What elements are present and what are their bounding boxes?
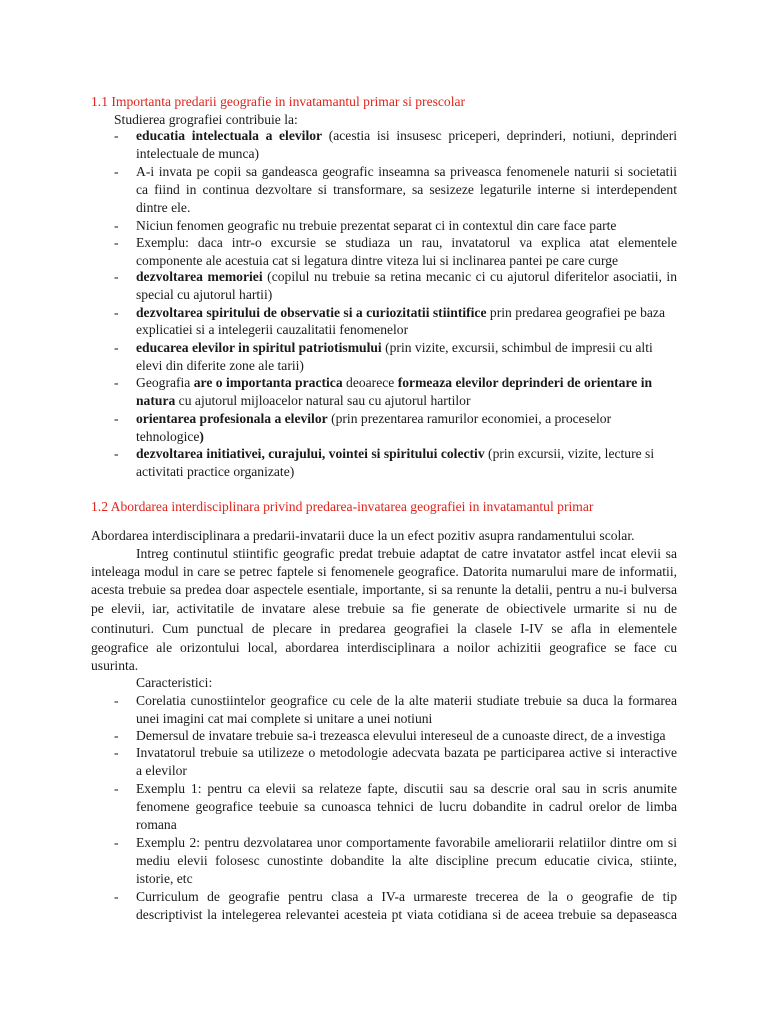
paragraph-line: inteleaga modul in care se petrec faptele si fenomenele geografice. Datorita numarului mare de informatii, — [91, 564, 677, 579]
bullet-marker: - — [114, 375, 119, 390]
item-text: (acestia isi insusesc priceperi, deprinderi, notiuni, deprinderi — [322, 128, 677, 143]
section-1-intro: Studierea grografiei contribuie la: — [114, 112, 298, 127]
list-item: Invatatorul trebuie sa utilizeze o metodologie adecvata bazata pe participarea active si interactive — [136, 745, 677, 760]
item-continuation: activitati practice organizate) — [136, 464, 295, 479]
bullet-marker: - — [114, 835, 119, 850]
item-text: (copilul nu trebuie sa retina mecanic ci cu ajutorul diferitelor asociatii, in — [262, 269, 677, 284]
list-item — [136, 374, 652, 392]
item-continuation: explicatiei si a intelegerii cauzalitatii fenomenelor — [136, 322, 409, 337]
item-continuation: fenomene geografice teebuie sa cunoasca tehnici de lucru dobandite in cadrul orelor de limba — [136, 799, 677, 814]
bullet-marker: - — [114, 693, 119, 708]
item-text: (prin vizite, excursii, schimbul de impresii cu alti — [381, 340, 653, 355]
paragraph-line: continuturi. Cum punctual de plecare in predarea geografiei la clasele I-IV se afla in elementele — [91, 621, 677, 636]
item-continuation: dintre ele. — [136, 200, 191, 215]
bullet-marker: - — [114, 340, 119, 355]
item-text: tehnologice — [136, 429, 200, 444]
bold-phrase: dezvoltarea initiativei, curajului, vointei si spiritului colectiv — [136, 446, 485, 461]
paragraph: Abordarea interdisciplinara a predarii-invatarii duce la un efect pozitiv asupra randamentului scolar. — [91, 528, 635, 543]
bullet-marker: - — [114, 446, 119, 461]
bold-phrase: natura — [136, 393, 176, 408]
list-item: A-i invata pe copii sa gandeasca geografic inseamna sa priveasca fenomenele naturii si societatii — [136, 164, 677, 179]
bullet-marker: - — [114, 411, 119, 426]
list-item: Exemplu 2: pentru dezvolatarea unor comportamente favorabile ameliorarii relatiilor dintre om si — [136, 835, 677, 850]
bullet-marker: - — [114, 781, 119, 796]
paragraph-line: pe elevii, iar, activitatile de invatare alese trebuie sa fie generate de obiectivele urmarite si nu de — [91, 601, 677, 616]
bold-phrase: educatia intelectuala a elevilor — [136, 128, 323, 143]
item-text: cu ajutorul mijloacelor natural sau cu ajutorul hartilor — [175, 393, 471, 408]
item-continuation: intelectuale de munca) — [136, 146, 260, 161]
item-text: prin predarea geografiei pe baza — [486, 305, 665, 320]
item-continuation — [136, 428, 204, 446]
bold-phrase: orientarea profesionala a elevilor — [136, 411, 328, 426]
bullet-marker: - — [114, 218, 119, 233]
paragraph-line: usurinta. — [91, 658, 139, 673]
item-text: (prin excursii, vizite, lecture si — [484, 446, 655, 461]
list-item — [136, 127, 677, 145]
bullet-marker: - — [114, 745, 119, 760]
bullet-marker: - — [114, 269, 119, 284]
item-continuation: unei imagini cat mai complete si unitare a unei notiuni — [136, 711, 433, 726]
item-continuation: istorie, etc — [136, 871, 193, 886]
caracteristici-label: Caracteristici: — [136, 675, 213, 690]
bold-phrase: educarea elevilor in spiritul patriotismului — [136, 340, 382, 355]
item-continuation: a elevilor — [136, 763, 187, 778]
list-item: Demersul de invatare trebuie sa-i trezeasca elevului intereseul de a cunoaste direct, de a investiga — [136, 728, 666, 743]
item-continuation — [136, 392, 470, 410]
paragraph-line: acesta trebuie sa predea doar aspectele esentiale, importante, si sa renunte la detalii, pentru a nu-i bulversa — [91, 582, 677, 597]
item-text: deoarece — [342, 375, 398, 390]
bullet-marker: - — [114, 164, 119, 179]
list-item: Curriculum de geografie pentru clasa a IV-a urmareste trecerea de la o geografie de tip — [136, 889, 677, 904]
item-continuation: elevi din diferite zone ale tarii) — [136, 358, 304, 373]
list-item: Corelatia cunostiintelor geografice cu cele de la alte materii studiate trebuie sa duca la formarea — [136, 693, 677, 708]
bold-phrase: dezvoltarea spiritului de observatie si a curiozitatii stiintifice — [136, 305, 487, 320]
section-1-heading: 1.1 Importanta predarii geografie in invatamantul primar si prescolar — [91, 94, 466, 109]
bullet-marker: - — [114, 305, 119, 320]
bold-phrase: dezvoltarea memoriei — [136, 269, 263, 284]
list-item: Exemplu 1: pentru ca elevii sa relateze fapte, discutii sau sa descrie oral sau in scris anumite — [136, 781, 677, 796]
list-item — [136, 445, 654, 463]
item-text: (prin prezentarea ramurilor economiei, a proceselor — [327, 411, 612, 426]
bold-phrase: are o importanta practica — [193, 375, 343, 390]
bullet-marker: - — [114, 889, 119, 904]
list-item: Exemplu: daca intr-o excursie se studiaza un rau, invatatorul va explica atat elementele — [136, 235, 677, 250]
list-item — [136, 410, 611, 428]
bullet-marker: - — [114, 728, 119, 743]
list-item — [136, 268, 677, 286]
bold-phrase: formeaza elevilor deprinderi de orientare in — [397, 375, 653, 390]
list-item — [136, 304, 665, 322]
item-text: Geografia — [136, 375, 194, 390]
bullet-marker: - — [114, 235, 119, 250]
list-item: Niciun fenomen geografic nu trebuie prezentat separat ci in contextul din care face parte — [136, 218, 617, 233]
item-continuation: ca fiind in continua dezvoltare si transformare, sa sesizeze legaturile interne si interdependent — [136, 182, 677, 197]
item-continuation: descriptivist la intelegerea relevantei acesteia pt viata cotidiana si de aceea trebuie sa depaseasca — [136, 907, 677, 922]
paragraph-line: geografice ale orizontului local, abordarea interdisciplinara a noilor achizitii geografice se face cu — [91, 640, 677, 655]
item-continuation: componente ale acestuia cat si legatura dintre viteza lui si inclinarea pantei pe care curge — [136, 253, 619, 268]
paragraph-line: Intreg continutul stiintific geografic predat trebuie adaptat de catre invatator astfel incat elevii sa — [136, 546, 677, 561]
item-continuation: romana — [136, 817, 177, 832]
item-continuation: mediu elevii folosesc cunostinte dobandite la alte discipline precum educatie civica, stiinte, — [136, 853, 677, 868]
list-item — [136, 339, 653, 357]
item-continuation: special cu ajutorul hartii) — [136, 287, 273, 302]
bold-phrase: ) — [199, 429, 204, 444]
section-2-heading: 1.2 Abordarea interdisciplinara privind predarea-invatarea geografiei in invatamantul primar — [91, 499, 594, 514]
bullet-marker: - — [114, 128, 119, 143]
